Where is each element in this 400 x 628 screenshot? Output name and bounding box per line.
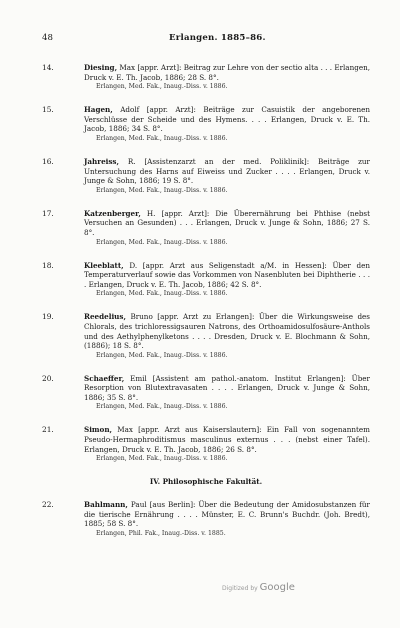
entry-number: 21. xyxy=(42,425,54,435)
entry-body: Max [appr. Arzt aus Kaiserslautern]: Ein Fall von sogenanntem Pseudo-Hermaphroditismus masculinus externus . . . (nebst einer Tafel). Erlangen, Druck v. E. Th. Jacob, 1886; 26 S. 8°. xyxy=(84,425,370,454)
google-logo: Google xyxy=(259,582,295,593)
watermark-prefix: Digitized by xyxy=(222,585,258,592)
author-name: Jahreiss, xyxy=(84,156,119,166)
entry-text xyxy=(84,209,370,238)
list-item xyxy=(42,374,370,412)
entry-number: 20. xyxy=(42,373,54,383)
entry-text xyxy=(84,500,370,529)
list-item xyxy=(42,63,370,91)
section-heading: IV. Philosophische Fakultät. xyxy=(149,477,263,487)
entry-number: 18. xyxy=(42,260,54,270)
author-name: Kleeblatt, xyxy=(84,260,124,270)
entry-body: Max [appr. Arzt]: Beitrag zur Lehre von der sectio alta . . . Erlangen, Druck v. E. Th. Jacob, 1886; 28 S. 8°. xyxy=(84,63,370,82)
dissertation-note: Erlangen, Phil. Fak., Inaug.-Diss. v. 1885. xyxy=(96,530,226,538)
entry-text xyxy=(84,105,370,134)
list-item xyxy=(42,261,370,299)
running-title: Erlangen. 1885–86. xyxy=(169,33,266,43)
entry-body: R. [Assistenzarzt an der med. Poliklinik]: Beiträge zur Untersuchung des Harns auf Eiweiss und Zucker . . . . Erlangen, Druck v. Junge & Sohn, 1886; 19 S. 8°. xyxy=(84,156,370,186)
author-name: Simon, xyxy=(84,425,113,435)
entry-text xyxy=(84,312,370,350)
entry-body: H. [appr. Arzt]: Die Überernährung bei Phthise (nebst Versuchen an Gesunden) . . . Erlangen, Druck v. Junge & Sohn, 1886; 27 S. 8°. xyxy=(84,208,370,237)
dissertation-note: Erlangen, Med. Fak., Inaug.-Diss. v. 1886. xyxy=(96,186,228,194)
author-name: Hagen, xyxy=(84,105,113,115)
list-item xyxy=(42,105,370,143)
dissertation-note: Erlangen, Med. Fak., Inaug.-Diss. v. 1886. xyxy=(96,351,228,359)
dissertation-note: Erlangen, Med. Fak., Inaug.-Diss. v. 1886. xyxy=(96,290,228,298)
entry-body: Paul [aus Berlin]: Über die Bedeutung der Amidosubstanzen für die tierische Ernährung . . . . Münster, E. C. Brunn's Buchdr. (Joh. Bredt), 1885; 58 S. 8°. xyxy=(84,500,370,529)
entry-body: Emil [Assistent am pathol.-anatom. Institut Erlangen]: Über Resorption von Blutextravasaten . . . . Erlangen, Druck v. Junge & Sohn, 1886; 35 S. 8°. xyxy=(84,373,370,402)
entry-number: 15. xyxy=(42,105,54,115)
author-name: Diesing, xyxy=(84,63,118,72)
entry-body: Adolf [appr. Arzt]: Beiträge zur Casuistik der angeborenen Verschlüsse der Scheide und des Hymens. . . . Erlangen, Druck v. E. Th. Jacob, 1886; 34 S. 8°. xyxy=(84,105,370,134)
entry-body: Bruno [appr. Arzt zu Erlangen]: Über die Wirkungsweise des Chlorals, des trichloressigsauren Natrons, des Orthoamidosulfosäure-Anthols und des Aethylphenylketons . . . . Dresden, Druck v. E. Blochmann & Sohn, (1886); 18 S. 8°. xyxy=(84,312,370,351)
entry-text xyxy=(84,157,370,186)
entry-number: 19. xyxy=(42,312,54,322)
entry-text xyxy=(84,425,370,454)
entry-body: D. [appr. Arzt aus Seligenstadt a/M. in Hessen]: Über den Temperaturverlauf sowie das Vorkommen von Nasenbluten bei Diphtherie . . . . Erlangen, Druck v. E. Th. Jacob, 1886; 42 S. 8°. xyxy=(84,260,370,289)
dissertation-note: Erlangen, Med. Fak., Inaug.-Diss. v. 1886. xyxy=(96,83,228,91)
digitized-watermark xyxy=(222,582,295,593)
list-item xyxy=(42,425,370,463)
entry-text xyxy=(84,63,370,82)
dissertation-note: Erlangen, Med. Fak., Inaug.-Diss. v. 1886. xyxy=(96,134,228,142)
entry-text xyxy=(84,374,370,403)
author-name: Reedelius, xyxy=(84,312,126,322)
page-header xyxy=(42,33,364,45)
list-item xyxy=(42,312,370,359)
author-name: Bahlmann, xyxy=(84,500,128,510)
list-item xyxy=(42,157,370,195)
author-name: Katzenberger, xyxy=(84,208,141,218)
entry-number: 14. xyxy=(42,63,54,72)
author-name: Schaeffer, xyxy=(84,373,125,383)
list-item xyxy=(42,500,370,538)
entry-number: 22. xyxy=(42,500,54,510)
page-number: 48 xyxy=(42,33,53,43)
entry-number: 16. xyxy=(42,156,54,166)
entry-number: 17. xyxy=(42,208,54,218)
dissertation-note: Erlangen, Med. Fak., Inaug.-Diss. v. 1886. xyxy=(96,238,228,246)
dissertation-note: Erlangen, Med. Fak., Inaug.-Diss. v. 1886. xyxy=(96,403,228,411)
entry-text xyxy=(84,261,370,290)
entry-list xyxy=(42,63,370,552)
list-item xyxy=(42,209,370,247)
dissertation-note: Erlangen, Med. Fak., Inaug.-Diss. v. 1886. xyxy=(96,455,228,463)
